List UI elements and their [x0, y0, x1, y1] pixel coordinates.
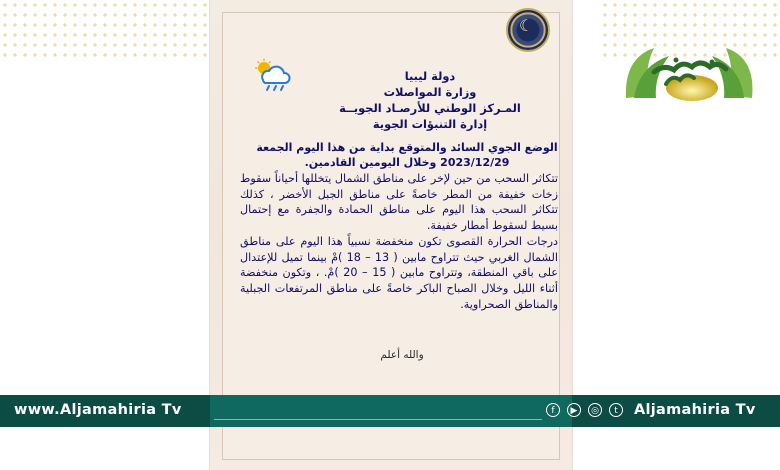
banner-divider-line	[214, 419, 542, 420]
document-body	[240, 171, 558, 312]
met-center-seal-icon	[506, 8, 550, 52]
subject-line-2: 2023/12/29 وخلال اليومين القادمين.	[304, 156, 510, 169]
header-department: إدارة التنبؤات الجوية	[372, 117, 488, 131]
decorative-dots-left	[0, 0, 210, 60]
aljamahiria-logo-icon	[614, 38, 764, 104]
document-subject	[254, 140, 560, 170]
subject-line-1: الوضع الجوي السائد والمتوقع بداية من هذا اليوم الجمعة	[256, 141, 558, 154]
website-url-text[interactable]: www.Aljamahiria Tv	[14, 402, 182, 418]
channel-name-text: Aljamahiria Tv	[634, 402, 756, 418]
youtube-icon[interactable]: ▶	[567, 403, 581, 417]
cloud-rain-icon	[254, 58, 294, 92]
header-ministry: وزارة المواصلات	[383, 85, 477, 99]
header-center: المـركز الوطني للأرصـاد الجويــة	[339, 101, 521, 115]
body-paragraph-temperatures: درجات الحرارة القصوى تكون منخفضة نسبياً هذا اليوم على مناطق الشمال الغربي حيث تتراوح مابين ( 13 – 18 )مْ بينما تميل للإعتدال على باقي المنطقة، وتتراوح مابين ( 15 – 20 )مْ. ، وتكون منخفضة أثناء الليل وخلال الصباح الباكر خاصةً على مناطق المرتفعات الجبلية والمناطق الصحراوية.	[240, 234, 558, 311]
body-paragraph-clouds: تتكاثر السحب من حين لإخر على مناطق الشمال يتخللها أحياناً سقوط زخات خفيفة من المطر خاصةً على مناطق الجبل الأخضر ، كذلك تتكاثر السحب هذا اليوم على مناطق الحمادة والجفرة مع إحتمال بسيط لسقوط أمطار خفيفة.	[240, 172, 558, 233]
banner-middle-panel	[210, 395, 572, 427]
twitter-icon[interactable]: t	[609, 403, 623, 417]
facebook-icon[interactable]: f	[546, 403, 560, 417]
document-closing: والله أعلم	[380, 349, 424, 361]
document-header	[310, 68, 550, 132]
header-state: دولة ليبيا	[404, 69, 456, 83]
instagram-icon[interactable]: ◎	[588, 403, 602, 417]
